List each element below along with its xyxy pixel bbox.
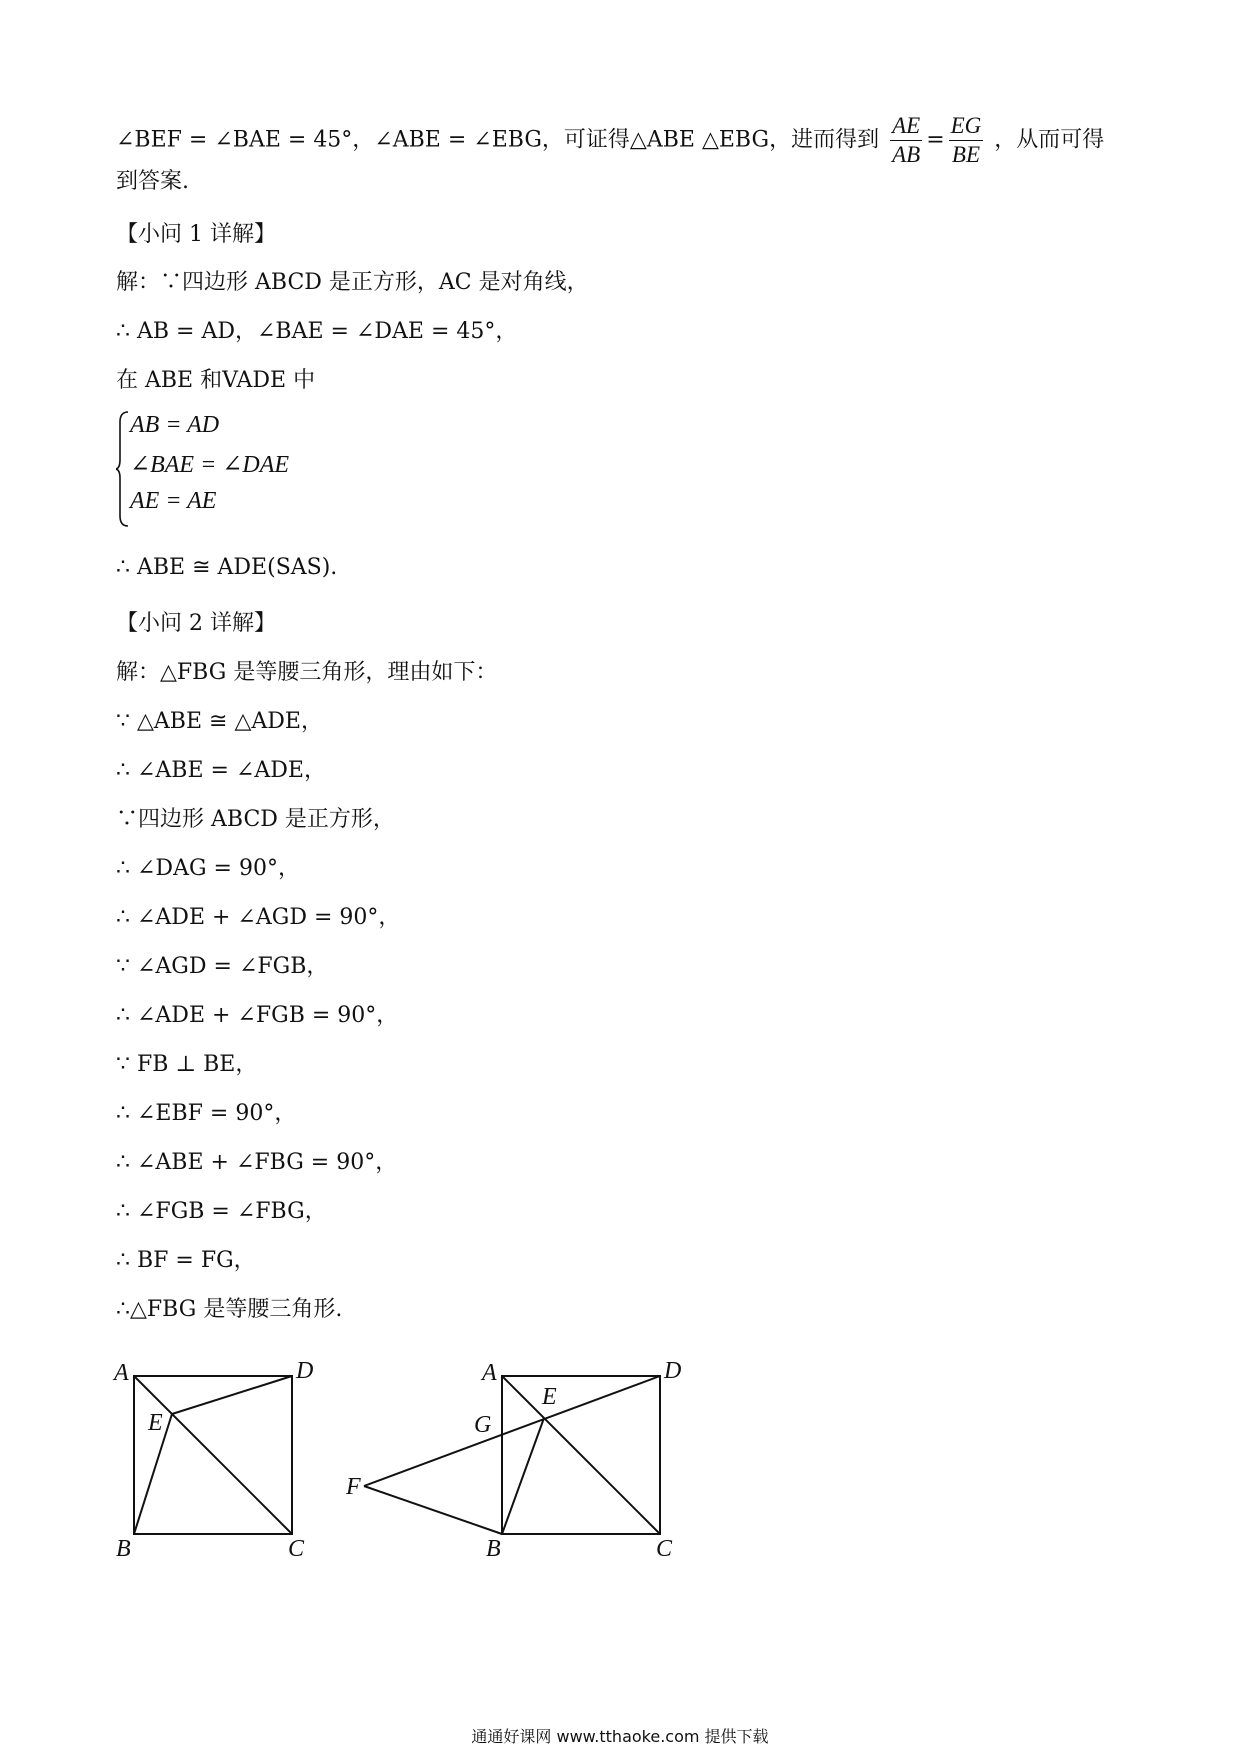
label-e-2: E — [542, 1384, 557, 1410]
label-c-2: C — [656, 1536, 673, 1562]
label-g: G — [474, 1412, 492, 1438]
text-line: 解：△FBG 是等腰三角形，理由如下： — [116, 660, 498, 685]
label-b-2: B — [486, 1536, 501, 1562]
text-segment: ，从而可得 — [994, 127, 1105, 153]
segment-ed — [172, 1376, 292, 1414]
text-line: ∴△FBG 是等腰三角形. — [116, 1297, 343, 1322]
text-line: 解：∵四边形 ABCD 是正方形，AC 是对角线， — [116, 270, 589, 295]
text-line: 到答案. — [116, 169, 189, 194]
diagonal-ac-2 — [502, 1376, 660, 1534]
label-b: B — [116, 1536, 131, 1562]
text-line: ∴ ∠FGB = ∠FBG， — [116, 1199, 327, 1224]
text-line-1: ∠BEF = ∠BAE = 45°，∠ABE = ∠EBG，可证得△ABE △EBG，进而得到 $\frac{AE}{AB}$ = $\frac{EG}{BE}$ ，从而可得 — [116, 113, 1105, 167]
case-line: AE = AE — [130, 488, 217, 514]
fraction-denominator: BE — [951, 142, 981, 167]
text-line: ∴ BF = FG， — [116, 1248, 256, 1273]
figure-left — [134, 1376, 292, 1534]
text-line: ∴ ∠ABE + ∠FBG = 90°， — [116, 1150, 398, 1175]
figure-right — [364, 1376, 660, 1534]
text-line: ∴ ∠ADE + ∠AGD = 90°， — [116, 905, 401, 930]
fraction-numerator: AE — [890, 112, 922, 141]
fraction-numerator: EG — [949, 112, 984, 141]
text-line: ∴ AB = AD，∠BAE = ∠DAE = 45°， — [116, 319, 518, 344]
segment-eb-2 — [502, 1418, 544, 1534]
segment-fd — [364, 1376, 660, 1486]
text-line: ∵ ∠AGD = ∠FGB， — [116, 954, 329, 979]
label-a: A — [114, 1360, 129, 1386]
text-line: ∴ ∠DAG = 90°， — [116, 856, 300, 881]
text-line: ∴ ∠EBF = 90°， — [116, 1101, 297, 1126]
fraction-denominator: AB — [892, 142, 921, 167]
section-heading-1: 【小问 1 详解】 — [116, 222, 276, 247]
case-line: AB = AD — [130, 412, 220, 438]
case-line: ∠BAE = ∠DAE — [130, 452, 290, 478]
label-d-2: D — [664, 1358, 682, 1384]
text-line: ∴ ∠ADE + ∠FGB = 90°， — [116, 1003, 399, 1028]
label-e: E — [148, 1410, 163, 1436]
label-d: D — [296, 1358, 314, 1384]
text-line: ∴ ABE ≅ ADE(SAS). — [116, 555, 338, 580]
segment-fb — [364, 1486, 502, 1534]
label-a-2: A — [482, 1360, 497, 1386]
label-f: F — [346, 1474, 361, 1500]
footer: 通通好课网 www.tthaoke.com 提供下载 — [471, 1727, 769, 1746]
text-segment: ∠BEF = ∠BAE = 45°，∠ABE = ∠EBG，可证得△ABE △EBG，进而得到 — [116, 127, 880, 153]
text-line: 在 ABE 和VADE 中 — [116, 368, 316, 393]
text-line: ∵ △ABE ≅ △ADE， — [116, 709, 323, 734]
diagonal-ac — [134, 1376, 292, 1534]
label-c: C — [288, 1536, 305, 1562]
section-heading-2: 【小问 2 详解】 — [116, 611, 276, 636]
text-line: ∵ FB ⊥ BE， — [116, 1052, 258, 1077]
text-line: ∴ ∠ABE = ∠ADE， — [116, 758, 326, 783]
text-line: ∵四边形 ABCD 是正方形， — [116, 807, 395, 832]
